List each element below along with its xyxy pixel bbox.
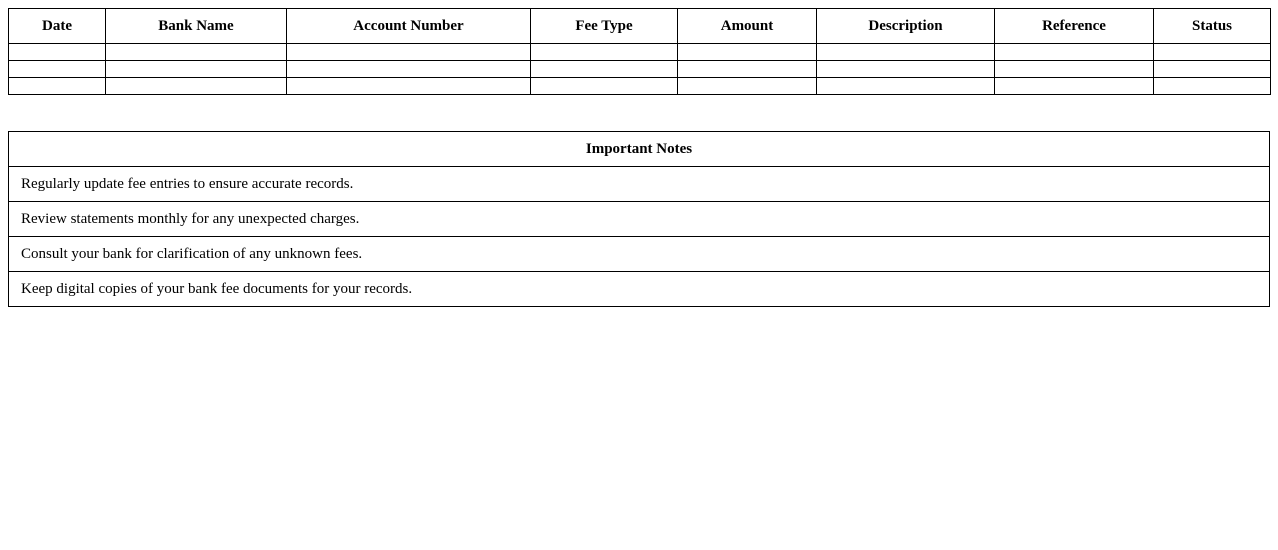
notes-title: Important Notes bbox=[9, 132, 1270, 167]
important-notes-table bbox=[8, 131, 1270, 307]
note-row bbox=[9, 237, 1270, 272]
table-cell[interactable] bbox=[678, 78, 817, 95]
table-cell[interactable] bbox=[9, 61, 106, 78]
table-cell[interactable] bbox=[817, 78, 995, 95]
note-row bbox=[9, 202, 1270, 237]
table-cell[interactable] bbox=[287, 61, 531, 78]
note-text: Consult your bank for clarification of any unknown fees. bbox=[9, 237, 1270, 272]
column-header-fee-type: Fee Type bbox=[531, 9, 678, 44]
table-cell[interactable] bbox=[1154, 78, 1271, 95]
table-row bbox=[9, 61, 1271, 78]
table-cell[interactable] bbox=[817, 44, 995, 61]
column-header-account-number: Account Number bbox=[287, 9, 531, 44]
note-text: Review statements monthly for any unexpected charges. bbox=[9, 202, 1270, 237]
table-cell[interactable] bbox=[995, 44, 1154, 61]
table-cell[interactable] bbox=[995, 61, 1154, 78]
column-header-description: Description bbox=[817, 9, 995, 44]
notes-header-row bbox=[9, 132, 1270, 167]
column-header-amount: Amount bbox=[678, 9, 817, 44]
column-header-bank-name: Bank Name bbox=[106, 9, 287, 44]
note-text: Keep digital copies of your bank fee documents for your records. bbox=[9, 272, 1270, 307]
table-row bbox=[9, 44, 1271, 61]
note-text: Regularly update fee entries to ensure accurate records. bbox=[9, 167, 1270, 202]
column-header-date: Date bbox=[9, 9, 106, 44]
column-header-reference: Reference bbox=[995, 9, 1154, 44]
note-row bbox=[9, 272, 1270, 307]
table-cell[interactable] bbox=[287, 78, 531, 95]
table-cell[interactable] bbox=[531, 44, 678, 61]
column-header-status: Status bbox=[1154, 9, 1271, 44]
note-row bbox=[9, 167, 1270, 202]
table-cell[interactable] bbox=[9, 44, 106, 61]
table-header-row bbox=[9, 9, 1271, 44]
table-cell[interactable] bbox=[1154, 44, 1271, 61]
table-cell[interactable] bbox=[287, 44, 531, 61]
table-cell[interactable] bbox=[1154, 61, 1271, 78]
table-cell[interactable] bbox=[106, 61, 287, 78]
bank-fee-table bbox=[8, 8, 1271, 95]
table-cell[interactable] bbox=[678, 61, 817, 78]
table-cell[interactable] bbox=[106, 78, 287, 95]
table-cell[interactable] bbox=[678, 44, 817, 61]
table-cell[interactable] bbox=[531, 61, 678, 78]
table-cell[interactable] bbox=[531, 78, 678, 95]
table-cell[interactable] bbox=[817, 61, 995, 78]
table-row bbox=[9, 78, 1271, 95]
table-cell[interactable] bbox=[9, 78, 106, 95]
table-cell[interactable] bbox=[106, 44, 287, 61]
table-cell[interactable] bbox=[995, 78, 1154, 95]
